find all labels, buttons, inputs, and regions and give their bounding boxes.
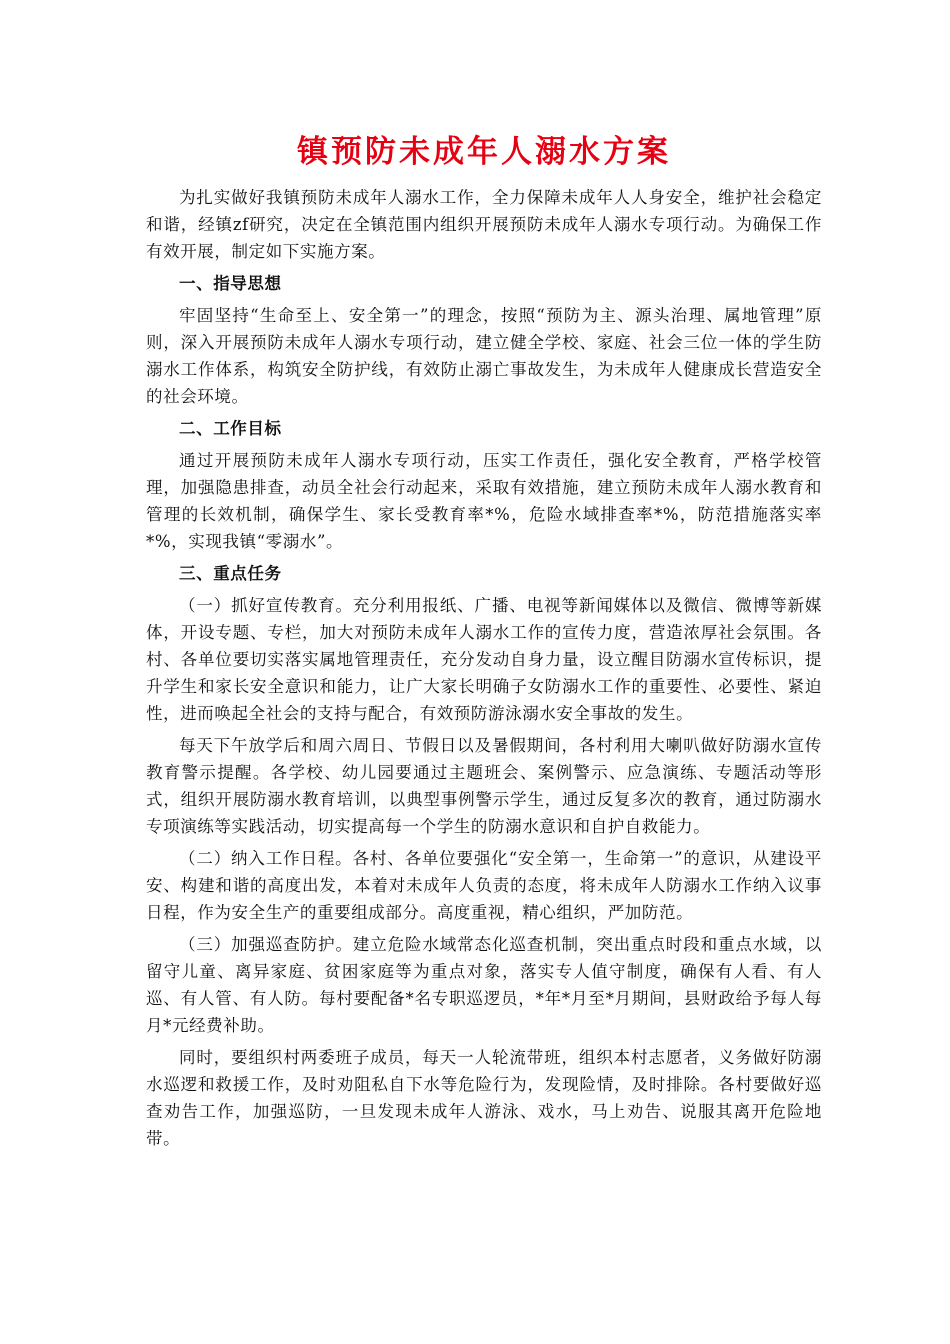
paragraph: 牢固坚持“生命至上、安全第一”的理念，按照“预防为主、源头治理、属地管理”原则，深入开展预防未成年人溺水专项行动，建立健全学校、家庭、社会三位一体的学生防溺水工作体系，构筑安全防护线，有效防止溺亡事故发生，为未成年人健康成长营造安全的社会环境。 [146,306,822,406]
paragraph: 同时，要组织村两委班子成员，每天一人轮流带班，组织本村志愿者，义务做好防溺水巡逻和救援工作，及时劝阻私自下水等危险行为，发现险情，及时排除。各村要做好巡查劝告工作，加强巡防，一旦发现未成年人游泳、戏水，马上劝告、说服其离开危险地带。 [146,1048,822,1148]
document-title: 镇预防未成年人溺水方案 [297,134,671,170]
paragraph: 通过开展预防未成年人溺水专项行动，压实工作责任，强化安全教育，严格学校管理，加强隐患排查，动员全社会行动起来，采取有效措施，建立预防未成年人溺水教育和管理的长效机制，确保学生、家长受教育率*%，危险水域排查率*%，防范措施落实率*%，实现我镇“零溺水”。 [146,451,822,551]
section-work-goals [146,415,822,555]
paragraph: （一）抓好宣传教育。充分利用报纸、广播、电视等新闻媒体以及微信、微博等新媒体，开设专题、专栏，加大对预防未成年人溺水工作的宣传力度，营造浓厚社会氛围。各村、各单位要切实落实属地管理责任，充分发动自身力量，设立醒目防溺水宣传标识，提升学生和家长安全意识和能力，让广大家长明确子女防溺水工作的重要性、必要性、紧迫性，进而唤起全社会的支持与配合，有效预防游泳溺水安全事故的发生。 [146,596,822,723]
section-guiding-ideology [146,270,822,410]
paragraph: 每天下午放学后和周六周日、节假日以及暑假期间，各村利用大喇叭做好防溺水宣传教育警示提醒。各学校、幼儿园要通过主题班会、案例警示、应急演练、专题活动等形式，组织开展防溺水教育培训，以典型事例警示学生，通过反复多次的教育，通过防溺水专项演练等实践活动，切实提高每一个学生的防溺水意识和自护自救能力。 [146,736,822,836]
paragraph: （二）纳入工作日程。各村、各单位要强化“安全第一，生命第一”的意识，从建设平安、构建和谐的高度出发，本着对未成年人负责的态度，将未成年人防溺水工作纳入议事日程，作为安全生产的重要组成部分。高度重视，精心组织，严加防范。 [146,849,822,922]
document-page [146,132,822,1157]
section-key-tasks [146,560,822,1152]
section-heading: 三、重点任务 [179,564,282,583]
paragraph: （三）加强巡查防护。建立危险水域常态化巡查机制，突出重点时段和重点水域，以留守儿童、离异家庭、贫困家庭等为重点对象，落实专人值守制度，确保有人看、有人巡、有人管、有人防。每村要配备*名专职巡逻员，*年*月至*月期间，县财政给予每人每月*元经费补助。 [146,935,822,1035]
section-heading: 一、指导思想 [179,274,282,293]
intro-paragraph: 为扎实做好我镇预防未成年人溺水工作，全力保障未成年人人身安全，维护社会稳定和谐，经镇zf研究，决定在全镇范围内组织开展预防未成年人溺水专项行动。为确保工作有效开展，制定如下实施方案。 [146,188,822,261]
section-heading: 二、工作目标 [179,419,282,438]
